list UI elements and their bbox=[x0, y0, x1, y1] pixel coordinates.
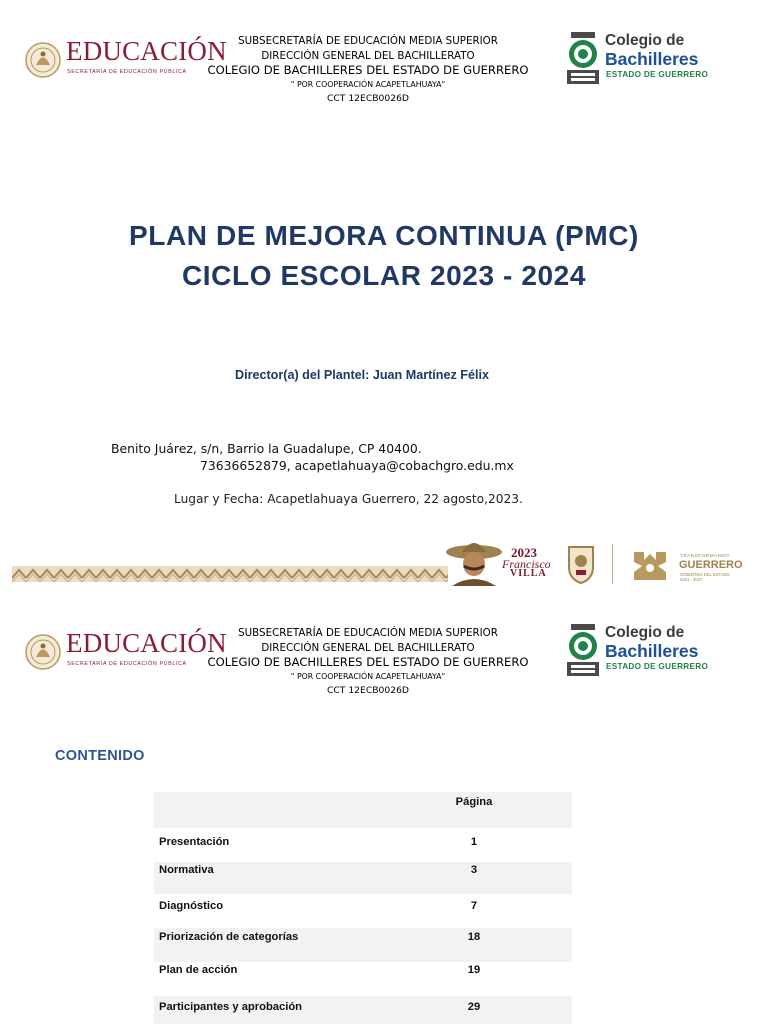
cobach-emblem-icon bbox=[563, 622, 603, 680]
guerrero-government: GOBIERNO DEL ESTADO bbox=[680, 572, 730, 577]
table-row[interactable] bbox=[154, 894, 572, 928]
table-row[interactable] bbox=[154, 996, 572, 1024]
sep-logo-word: EDUCACIÓN bbox=[66, 628, 227, 658]
villa-year: 2023 bbox=[511, 545, 537, 560]
villa-name-villa: VILLA bbox=[510, 568, 547, 579]
table-row[interactable] bbox=[154, 928, 572, 962]
section-page: 3 bbox=[470, 864, 478, 876]
contact-line: 73636652879, acapetlahuaya@cobachgro.edu.mx bbox=[200, 458, 514, 473]
table-row[interactable] bbox=[154, 862, 572, 894]
header-line-cct: CCT 12ECB0026D bbox=[326, 93, 410, 104]
header-line-cct: CCT 12ECB0026D bbox=[326, 685, 410, 696]
sep-logo-word: EDUCACIÓN bbox=[66, 36, 227, 66]
cobach-word-colegio: Colegio de bbox=[605, 624, 685, 641]
guerrero-years: 2021 - 2027 bbox=[680, 577, 703, 582]
contents-table bbox=[154, 792, 572, 1024]
section-label: Normativa bbox=[159, 864, 214, 876]
colegio-bachilleres-logo bbox=[563, 30, 733, 90]
header-line-cooperacion: " POR COOPERACIÓN ACAPETLAHUAYA" bbox=[290, 79, 446, 89]
villa-name-francisco: Francisco bbox=[502, 557, 551, 571]
section-label: Diagnóstico bbox=[159, 900, 224, 912]
place-and-date: Lugar y Fecha: Acapetlahuaya Guerrero, 22 agosto,2023. bbox=[174, 492, 523, 506]
section-label: Participantes y aprobación bbox=[159, 1001, 302, 1013]
cobach-word-bachilleres: Bachilleres bbox=[605, 49, 699, 69]
header-line-colegio: COLEGIO DE BACHILLERES DEL ESTADO DE GUERRERO bbox=[207, 63, 529, 77]
header-line-colegio: COLEGIO DE BACHILLERES DEL ESTADO DE GUERRERO bbox=[207, 655, 529, 669]
contents-header-row bbox=[154, 792, 572, 828]
section-label: Presentación bbox=[159, 836, 230, 848]
section-page: 19 bbox=[467, 964, 481, 976]
section-page: 18 bbox=[467, 931, 481, 943]
eagle-seal-icon bbox=[24, 630, 62, 674]
cobach-word-estado: ESTADO DE GUERRERO bbox=[606, 662, 709, 671]
logo-divider bbox=[612, 544, 613, 584]
cobach-emblem-icon bbox=[563, 30, 603, 88]
colegio-bachilleres-logo bbox=[563, 622, 733, 682]
header-line-direccion: DIRECCIÓN GENERAL DEL BACHILLERATO bbox=[261, 641, 475, 654]
guerrero-shield-icon bbox=[566, 543, 596, 585]
school-cycle-title: CICLO ESCOLAR 2023 - 2024 bbox=[181, 260, 587, 291]
guerrero-word: GUERRERO bbox=[679, 559, 743, 571]
director-name: Director(a) del Plantel: Juan Martínez Félix bbox=[234, 368, 490, 382]
section-page: 7 bbox=[470, 900, 478, 912]
cobach-word-colegio: Colegio de bbox=[605, 32, 685, 49]
section-page: 29 bbox=[467, 1001, 481, 1013]
section-label: Plan de acción bbox=[159, 964, 238, 976]
guerrero-tagline: TRANSFORMANDO bbox=[680, 554, 730, 559]
header-text-block bbox=[180, 34, 556, 107]
document-header bbox=[0, 28, 768, 118]
table-row[interactable] bbox=[154, 828, 572, 862]
header-line-direccion: DIRECCIÓN GENERAL DEL BACHILLERATO bbox=[261, 49, 475, 62]
document-header-page2 bbox=[0, 620, 768, 710]
header-line-cooperacion: " POR COOPERACIÓN ACAPETLAHUAYA" bbox=[290, 671, 446, 681]
header-text-block bbox=[180, 626, 556, 699]
sep-logo-subtitle: SECRETARÍA DE EDUCACIÓN PÚBLICA bbox=[67, 661, 187, 667]
contents-heading: CONTENIDO bbox=[55, 748, 145, 764]
section-label: Priorización de categorías bbox=[159, 931, 299, 943]
cobach-word-bachilleres: Bachilleres bbox=[605, 641, 699, 661]
cobach-word-estado: ESTADO DE GUERRERO bbox=[606, 70, 709, 79]
sep-logo-subtitle: SECRETARÍA DE EDUCACIÓN PÚBLICA bbox=[67, 69, 187, 75]
header-line-subsecretaria: SUBSECRETARÍA DE EDUCACIÓN MEDIA SUPERIOR bbox=[238, 627, 498, 639]
decorative-pattern-band bbox=[12, 566, 448, 582]
guerrero-glyph-icon bbox=[628, 546, 672, 584]
page-column-header: Página bbox=[455, 796, 493, 808]
document-title: PLAN DE MEJORA CONTINUA (PMC) bbox=[129, 220, 639, 251]
eagle-seal-icon bbox=[24, 38, 62, 82]
address-line: Benito Juárez, s/n, Barrio la Guadalupe, CP 40400. bbox=[111, 441, 422, 456]
section-page: 1 bbox=[470, 836, 478, 848]
header-line-subsecretaria: SUBSECRETARÍA DE EDUCACIÓN MEDIA SUPERIOR bbox=[238, 35, 498, 47]
table-row[interactable] bbox=[154, 962, 572, 996]
